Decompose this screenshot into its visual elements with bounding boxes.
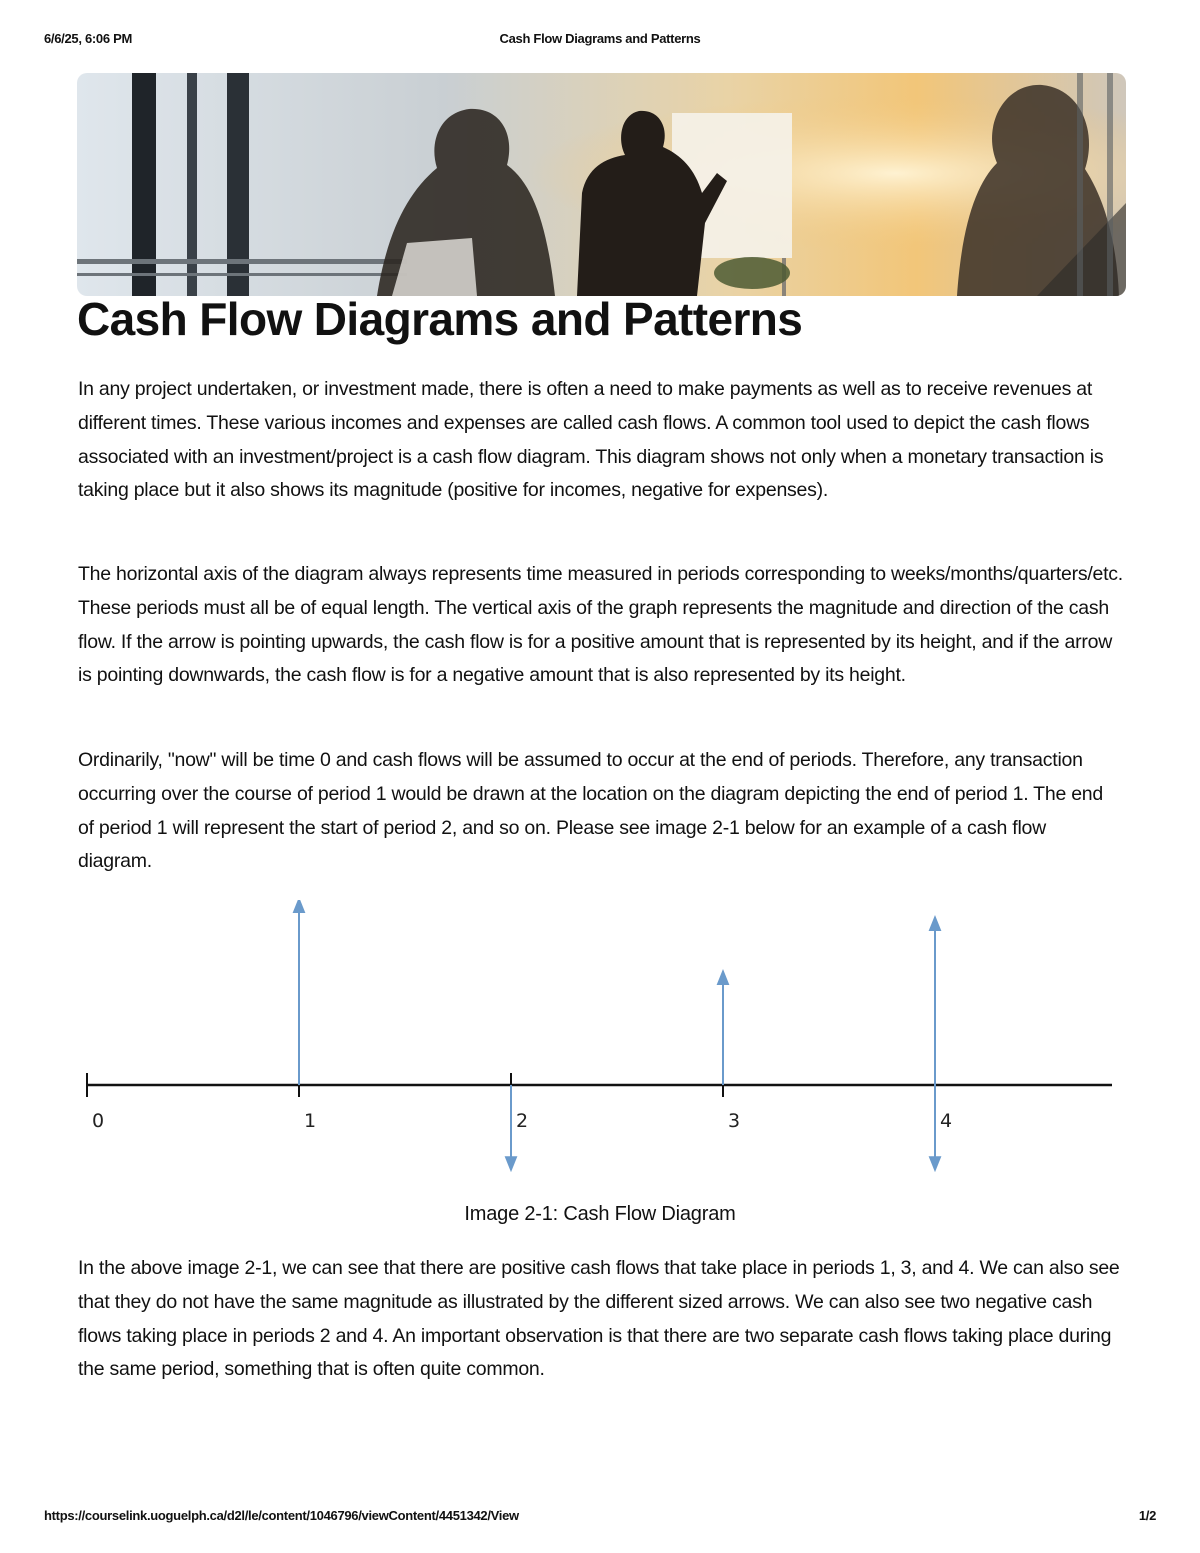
period-label-1: 1 [304, 1110, 317, 1132]
cash-flow-diagram [70, 900, 1130, 1200]
period-label-2: 2 [516, 1110, 529, 1132]
paragraph-time-zero: Ordinarily, "now" will be time 0 and cash flows will be assumed to occur at the end of periods. Therefore, any transaction occurring over the course of period 1 would be drawn at the location on the diagram depicting the end of period 1. The end of period 1 will represent the start of period 2, and so on. Please see image 2-1 below for an example of a cash flow diagram. [78, 749, 1103, 873]
print-footer [44, 1508, 1156, 1528]
print-datetime: 6/6/25, 6:06 PM [44, 31, 132, 46]
page-title: Cash Flow Diagrams and Patterns [77, 293, 803, 345]
print-page-title: Cash Flow Diagrams and Patterns [499, 31, 701, 46]
period-label-4: 4 [940, 1110, 953, 1132]
banner-photo [77, 73, 1126, 296]
period-label-3: 3 [728, 1110, 741, 1132]
print-url: https://courselink.uoguelph.ca/d2l/le/content/1046796/viewContent/4451342/View [44, 1508, 519, 1523]
paragraph-diagram-explanation: In the above image 2-1, we can see that there are positive cash flows that take place in periods 1, 3, and 4. We can also see that they do not have the same magnitude as illustrated by the different sized arrows. We can also see two negative cash flows taking place in periods 2 and 4. An important observation is that there are two separate cash flows taking place during the same period, something that is often quite common. [78, 1257, 1120, 1381]
period-label-0: 0 [92, 1110, 105, 1132]
diagram-caption: Image 2-1: Cash Flow Diagram [464, 1203, 736, 1225]
print-page-number: 1/2 [1138, 1508, 1156, 1523]
paragraph-cash-flows-intro: In any project undertaken, or investment made, there is often a need to make payments as well as to receive revenues at different times. These various incomes and expenses are called cash flows. A common tool used to depict the cash flows associated with an investment/project is a cash flow diagram. This diagram shows not only when a monetary transaction is taking place but it also shows its magnitude (positive for incomes, negative for expenses). [78, 378, 1104, 502]
print-header [44, 31, 1156, 51]
paragraph-axes: The horizontal axis of the diagram always represents time measured in periods corresponding to weeks/months/quarters/etc. These periods must all be of equal length. The vertical axis of the graph represents the magnitude and direction of the cash flow. If the arrow is pointing upwards, the cash flow is for a positive amount that is represented by its height, and if the arrow is pointing downwards, the cash flow is for a negative amount that is also represented by its height. [78, 563, 1123, 687]
